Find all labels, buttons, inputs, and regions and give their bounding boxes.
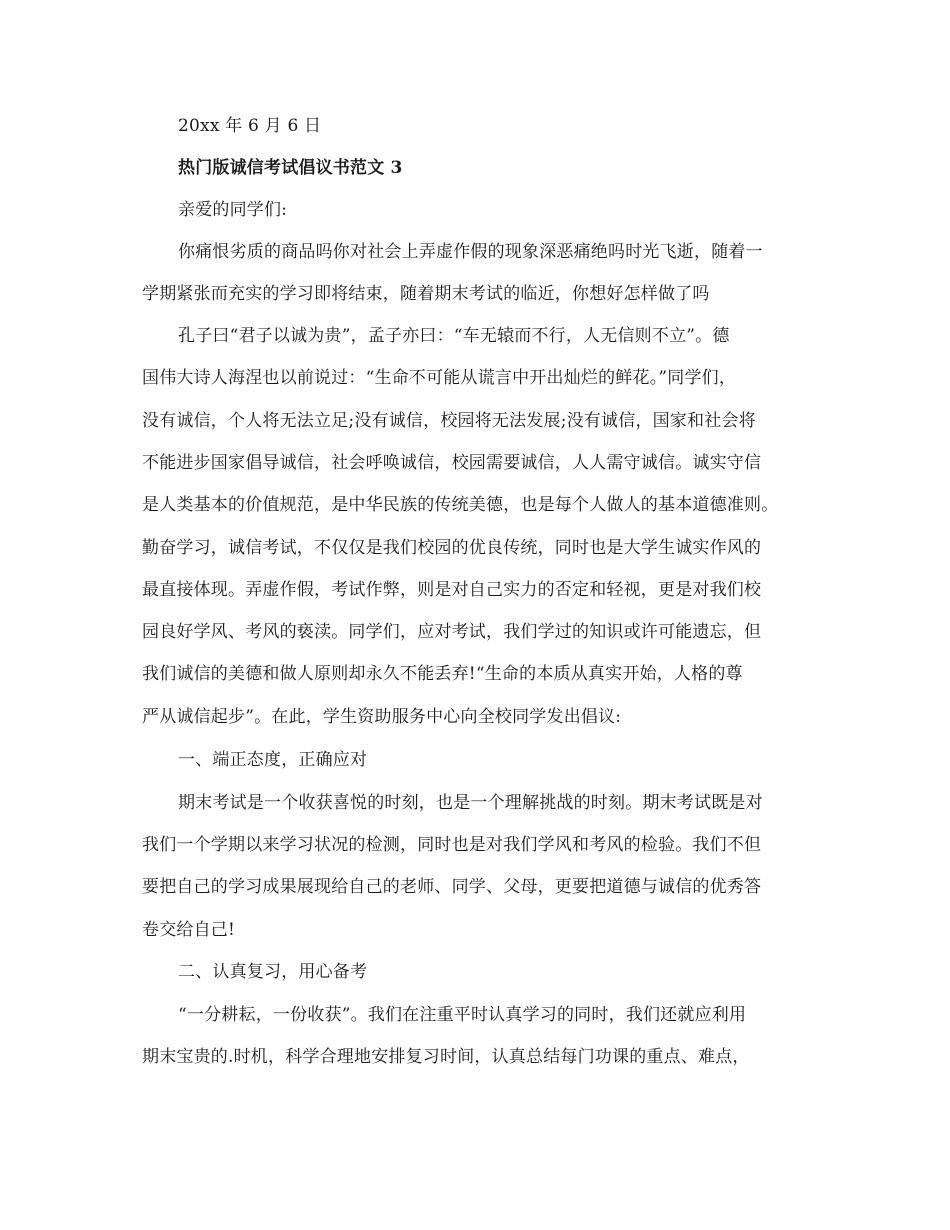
paragraph-line: 我们一个学期以来学习状况的检测，同时也是对我们学风和考风的检验。我们不但 — [142, 835, 762, 855]
paragraph-line: 我们诚信的美德和做人原则却永久不能丢弃!“生命的本质从真实开始，人格的尊 — [142, 664, 743, 684]
greeting: 亲爱的同学们: — [178, 200, 288, 220]
paragraph-line: 不能进步国家倡导诚信，社会呼唤诚信，校园需要诚信，人人需守诚信。诚实守信 — [142, 453, 762, 473]
paragraph-line: 要把自己的学习成果展现给自己的老师、同学、父母，更要把道德与诚信的优秀答 — [142, 877, 762, 897]
paragraph-line: 卷交给自己! — [142, 920, 236, 940]
date-line: 20xx 年 6 月 6 日 — [178, 116, 322, 136]
paragraph-line: 国伟大诗人海涅也以前说过：“生命不可能从谎言中开出灿烂的鲜花。”同学们， — [142, 368, 737, 388]
section-heading: 一、端正态度，正确应对 — [178, 750, 368, 770]
document-title: 热门版诚信考试倡议书范文 3 — [178, 158, 403, 178]
paragraph-line: 期末宝贵的.时机，科学合理地安排复习时间，认真总结每门功课的重点、难点， — [142, 1047, 750, 1067]
paragraph-line: 最直接体现。弄虚作假，考试作弊，则是对自己实力的否定和轻视，更是对我们校 — [142, 580, 762, 600]
paragraph-line: “一分耕耘，一份收获”。我们在注重平时认真学习的同时，我们还就应利用 — [178, 1005, 747, 1025]
paragraph-line: 没有诚信，个人将无法立足;没有诚信，校园将无法发展;没有诚信，国家和社会将 — [142, 411, 756, 431]
paragraph-line: 你痛恨劣质的商品吗你对社会上弄虚作假的现象深恶痛绝吗时光飞逝，随着一 — [178, 242, 763, 262]
section-heading: 二、认真复习，用心备考 — [178, 962, 368, 982]
paragraph-line: 期末考试是一个收获喜悦的时刻，也是一个理解挑战的时刻。期末考试既是对 — [178, 793, 763, 813]
paragraph-line: 园良好学风、考风的亵渎。同学们，应对考试，我们学过的知识或许可能遗忘，但 — [142, 622, 762, 642]
paragraph-line: 严从诚信起步”。在此，学生资助服务中心向全校同学发出倡议: — [142, 707, 622, 727]
paragraph-line: 学期紧张而充实的学习即将结束，随着期末考试的临近，你想好怎样做了吗 — [142, 284, 710, 304]
paragraph-line: 孔子曰“君子以诚为贵”，孟子亦曰：“车无辕而不行，人无信则不立”。德 — [178, 326, 730, 346]
paragraph-line: 勤奋学习，诚信考试，不仅仅是我们校园的优良传统，同时也是大学生诚实作风的 — [142, 538, 762, 558]
paragraph-line: 是人类基本的价值规范，是中华民族的传统美德，也是每个人做人的基本道德准则。 — [142, 495, 779, 515]
